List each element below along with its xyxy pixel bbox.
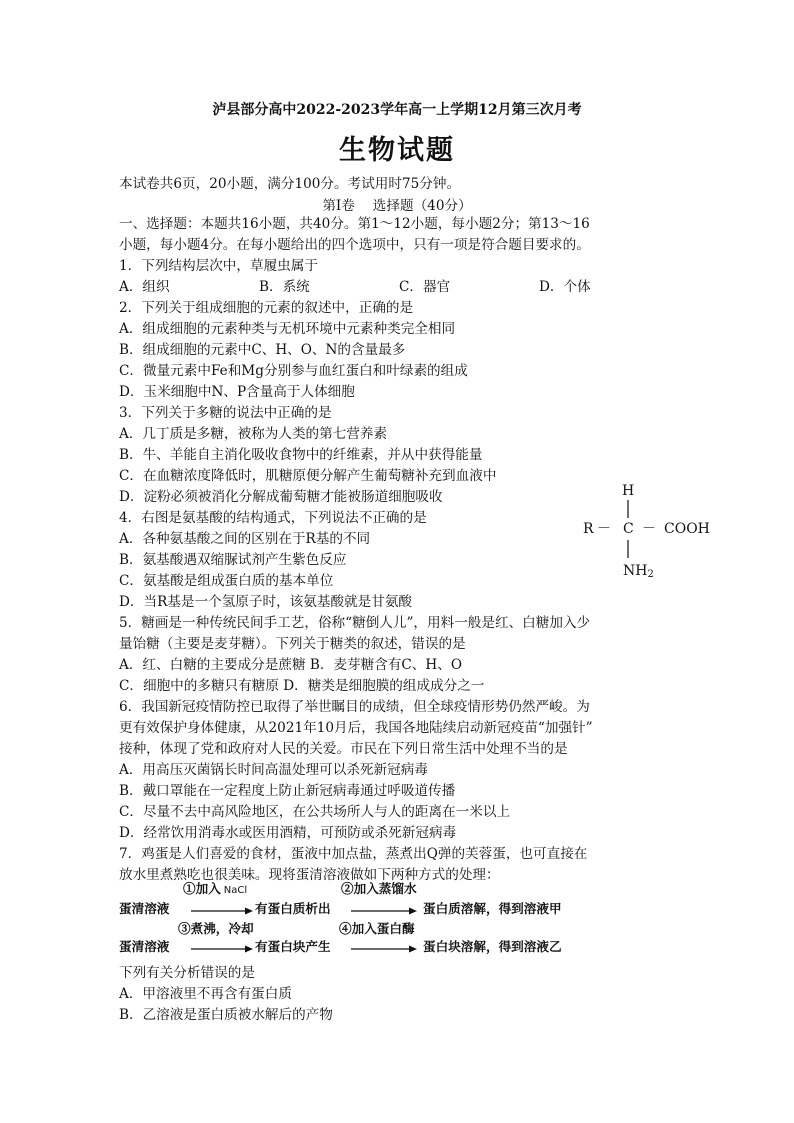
q7-option-b: B．乙溶液是蛋白质被水解后的产物 [119,1007,333,1023]
process-arrow-1 [191,906,253,916]
q2-option-d: D．玉米细胞中N、P含量高于人体细胞 [119,384,355,400]
q2-option-c: C．微量元素中Fe和Mg分别参与血红蛋白和叶绿素的组成 [119,363,468,379]
q6-option-b: B．戴口罩能在一定程度上防止新冠病毒通过呼吸道传播 [119,783,456,799]
q2-option-b: B．组成细胞的元素中C、H、O、N的含量最多 [119,342,406,358]
process-step1 [183,878,247,897]
process-row1-end: 蛋白质溶解，得到溶液甲 [423,901,562,916]
q4-option-d: D．当R基是一个氢原子时，该氨基酸就是甘氨酸 [119,594,413,610]
q6-stem-line3: 接种，体现了党和政府对人民的关爱。市民在下列日常生活中处理不当的是 [119,741,568,757]
process-arrow-4 [351,944,417,954]
section-instruction-line1: 一、选择题：本题共16小题，共40分。第1～12小题，每小题2分；第13～16 [119,216,590,232]
q5-stem-line2: 量饴糖（主要是麦芽糖）。下列关于糖类的叙述，错误的是 [119,636,466,652]
q3-option-c: C．在血糖浓度降低时，肌糖原便分解产生葡萄糖补充到血液中 [119,468,497,484]
q3-option-b: B．牛、羊能自主消化吸收食物中的纤维素，并从中获得能量 [119,447,483,463]
process-row2-middle: 有蛋白块产生 [255,939,331,954]
figure-carbon: C [623,521,634,537]
q3-stem: 3．下列关于多糖的说法中正确的是 [119,405,332,421]
q4-stem: 4．右图是氨基酸的结构通式，下列说法不正确的是 [119,510,427,526]
amino-acid-structure-figure [580,478,730,588]
figure-r-group: R [583,521,594,537]
q7-option-a: A．甲溶液里不再含有蛋白质 [119,986,292,1002]
q1-option-c: C．器官 [399,279,451,295]
process-step4: ④加入蛋白酶 [339,921,415,936]
figure-hydrogen: H [622,483,635,499]
q1-option-a: A．组织 [119,279,170,295]
exam-title: 生物试题 [339,135,455,166]
section-instruction-line2: 小题，每小题4分。在每小题给出的四个选项中，只有一项是符合题目要求的。 [119,237,590,253]
q7-process-diagram [119,876,599,958]
process-step2: ②加入蒸馏水 [341,881,417,896]
exam-subtitle: 泸县部分高中2022-2023学年高一上学期12月第三次月考 [212,102,582,118]
q5-stem-line1: 5．糖画是一种传统民间手工艺，俗称“糖倒人儿”，用料一般是红、白糖加入少 [119,615,591,631]
q4-option-a: A．各种氨基酸之间的区别在于R基的不同 [119,531,371,547]
process-row1-middle: 有蛋白质析出 [255,901,331,916]
q1-option-b: B．系统 [259,279,310,295]
process-arrow-3 [191,944,253,954]
q7-stem-line1: 7．鸡蛋是人们喜爱的食材，蛋液中加点盐，蒸煮出Q弹的芙蓉蛋，也可直接在 [119,846,588,862]
q2-stem: 2．下列关于组成细胞的元素的叙述中，正确的是 [119,300,414,316]
q4-option-b: B．氨基酸遇双缩脲试剂产生紫色反应 [119,552,347,568]
figure-bond-left: － [597,521,611,537]
exam-intro: 本试卷共6页，20小题，满分100分。考试用时75分钟。 [119,176,461,192]
q6-option-c: C．尽量不去中高风险地区，在公共场所人与人的距离在一米以上 [119,804,511,820]
process-row1-start: 蛋清溶液 [119,901,170,916]
q7-question: 下列有关分析错误的是 [119,965,255,981]
q5-options-ab: A．红、白糖的主要成分是蔗糖 B．麦芽糖含有C、H、O [119,657,462,673]
section-heading: 第Ⅰ卷 选择题（40分） [322,198,472,214]
q6-option-d: D．经常饮用消毒水或医用酒精，可预防或杀死新冠病毒 [119,825,457,841]
process-row2-start: 蛋清溶液 [119,939,170,954]
q6-stem-line2: 更有效保护身体健康，从2021年10月后，我国各地陆续启动新冠疫苗“加强针” [119,720,593,736]
process-step3: ③煮沸，冷却 [178,921,254,936]
figure-amino-nh: NH [623,563,648,579]
q7-stem-line2: 放水里煮熟吃也很美味。现将蛋清溶液做如下两种方式的处理： [119,867,500,883]
q3-option-a: A．几丁质是多糖，被称为人类的第七营养素 [119,426,388,442]
process-step1-reagent: NaCl [223,885,248,896]
q1-stem: 1．下列结构层次中，草履虫属于 [119,258,318,274]
q5-options-cd: C．细胞中的多糖只有糖原 D．糖类是细胞膜的组成成分之一 [119,678,485,694]
q1-option-d: D．个体 [539,279,591,295]
process-arrow-2 [351,906,417,916]
q3-option-d: D．淀粉必须被消化分解成葡萄糖才能被肠道细胞吸收 [119,489,443,505]
q4-option-c: C．氨基酸是组成蛋白质的基本单位 [119,573,334,589]
q6-option-a: A．用高压灭菌锅长时间高温处理可以杀死新冠病毒 [119,762,428,778]
process-row2-end: 蛋白块溶解，得到溶液乙 [423,939,562,954]
q2-option-a: A．组成细胞的元素种类与无机环境中元素种类完全相同 [119,321,456,337]
figure-amino-subscript: 2 [647,569,654,580]
figure-bond-right: － [642,521,656,537]
q6-stem-line1: 6．我国新冠疫情防控已取得了举世瞩目的成绩，但全球疫情形势仍然严峻。为 [119,699,590,715]
process-step1-label: ①加入 [183,881,221,896]
figure-amino-group [623,563,654,580]
figure-carboxyl-group: COOH [664,521,710,537]
